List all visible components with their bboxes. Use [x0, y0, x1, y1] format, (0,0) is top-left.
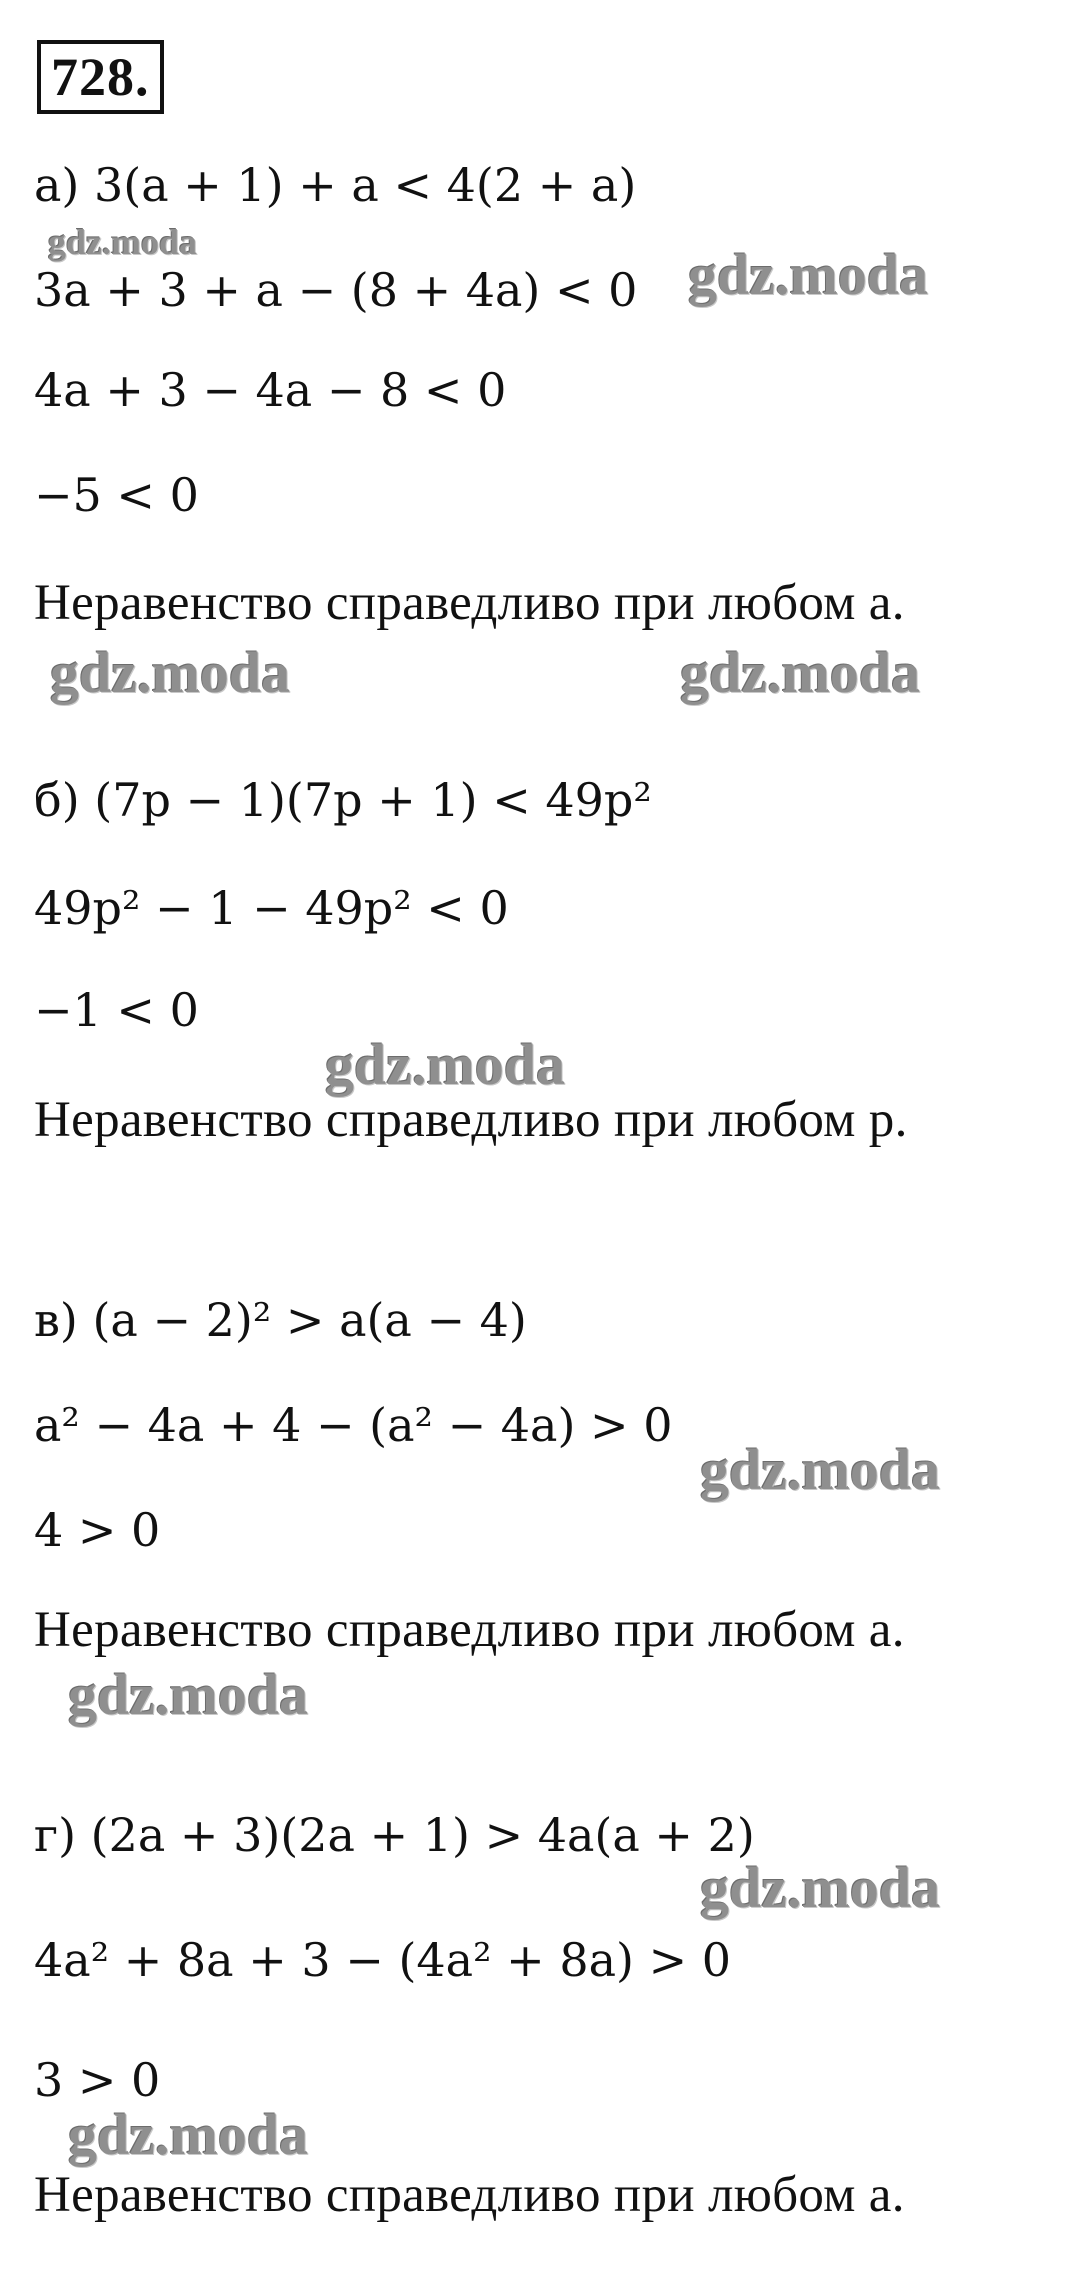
watermark: gdz.moda — [68, 1662, 309, 1727]
part-d-conclusion: Неравенство справедливо при любом a. — [34, 2167, 905, 2223]
part-a-line-4: −5 < 0 — [34, 468, 199, 522]
part-b-line-1: б) (7p − 1)(7p + 1) < 49p² — [34, 773, 652, 827]
part-a-line-3: 4a + 3 − 4a − 8 < 0 — [34, 363, 507, 417]
watermark: gdz.moda — [68, 2102, 309, 2167]
part-c-conclusion: Неравенство справедливо при любом a. — [34, 1602, 905, 1658]
watermark: gdz.moda — [700, 1437, 941, 1502]
part-d-line-2: 4a² + 8a + 3 − (4a² + 8a) > 0 — [34, 1933, 732, 1987]
watermark: gdz.moda — [325, 1032, 566, 1097]
part-b-line-3: −1 < 0 — [34, 983, 199, 1037]
watermark: gdz.moda — [700, 1855, 941, 1920]
watermark: gdz.moda — [48, 222, 198, 262]
part-d-line-3: 3 > 0 — [34, 2053, 161, 2107]
watermark: gdz.moda — [680, 640, 921, 705]
watermark: gdz.moda — [50, 640, 291, 705]
watermark: gdz.moda — [688, 242, 929, 307]
part-a-line-1: а) 3(a + 1) + a < 4(2 + a) — [34, 158, 637, 212]
part-a-conclusion: Неравенство справедливо при любом a. — [34, 575, 905, 631]
part-a-line-2: 3a + 3 + a − (8 + 4a) < 0 — [34, 263, 638, 317]
problem-number: 728. — [37, 40, 164, 114]
part-b-conclusion: Неравенство справедливо при любом p. — [34, 1092, 908, 1148]
part-b-line-2: 49p² − 1 − 49p² < 0 — [34, 881, 509, 935]
part-d-line-1: г) (2a + 3)(2a + 1) > 4a(a + 2) — [34, 1808, 755, 1862]
part-c-line-2: a² − 4a + 4 − (a² − 4a) > 0 — [34, 1398, 673, 1452]
part-c-line-3: 4 > 0 — [34, 1503, 161, 1557]
part-c-line-1: в) (a − 2)² > a(a − 4) — [34, 1293, 527, 1347]
